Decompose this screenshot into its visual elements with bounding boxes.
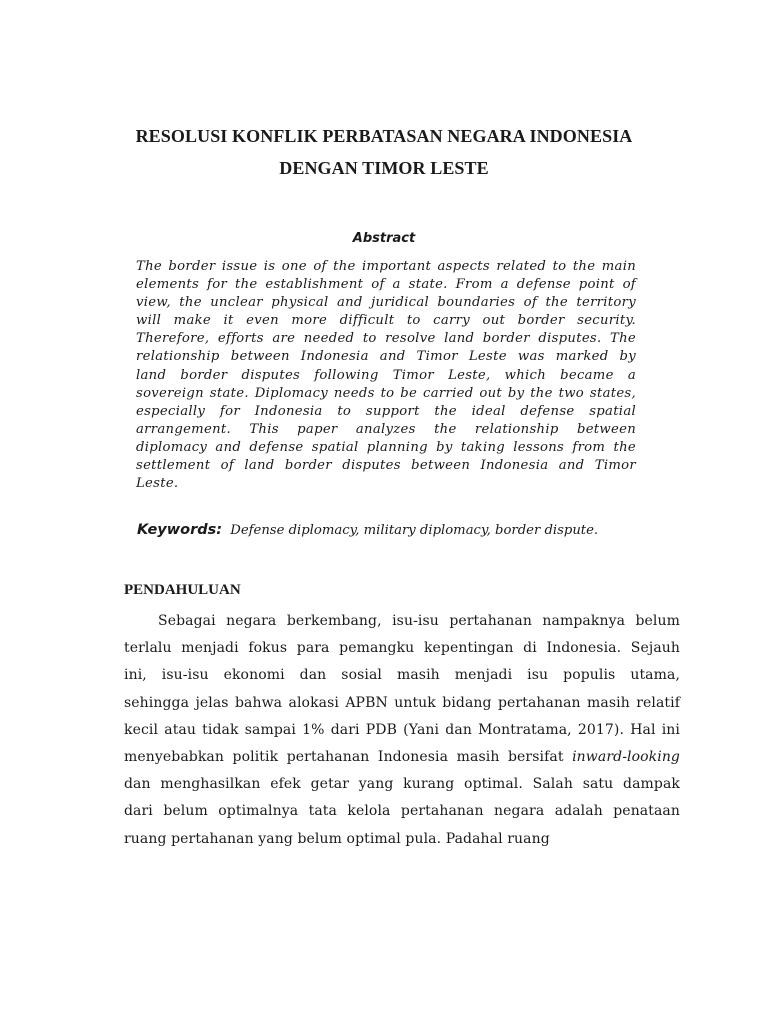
- emphasis-text: inward-looking: [572, 749, 680, 766]
- abstract-line: relationship between Indonesia and Timor Leste was marked by: [136, 349, 636, 365]
- title-line-1: RESOLUSI KONFLIK PERBATASAN NEGARA INDONESIA: [135, 126, 633, 146]
- paragraph-line: terlalu menjadi fokus para pemangku kepentingan di Indonesia. Sejauh: [124, 640, 680, 657]
- abstract-line: especially for Indonesia to support the ideal defense spatial: [136, 403, 636, 419]
- paragraph-line: kecil atau tidak sampai 1% dari PDB (Yani dan Montratama, 2017). Hal ini: [124, 721, 680, 738]
- paragraph-line: ini, isu-isu ekonomi dan sosial masih menjadi isu populis utama,: [124, 667, 680, 684]
- paragraph-line: dari belum optimalnya tata kelola pertahanan negara adalah penataan: [124, 803, 680, 820]
- abstract-line: elements for the establishment of a state. From a defense point of: [136, 277, 636, 293]
- section-paragraph: [124, 608, 680, 853]
- paragraph-line: [124, 744, 680, 771]
- paragraph-line: sehingga jelas bahwa alokasi APBN untuk bidang pertahanan masih relatif: [124, 694, 680, 711]
- keywords: [137, 520, 598, 541]
- abstract-line: view, the unclear physical and juridical boundaries of the territory: [136, 295, 636, 311]
- keywords-label: Keywords:: [137, 522, 223, 538]
- abstract-line: sovereign state. Diplomacy needs to be carried out by the two states,: [136, 385, 636, 401]
- abstract-line: Leste.: [136, 476, 179, 492]
- abstract-line: The border issue is one of the important aspects related to the main: [136, 259, 636, 274]
- paragraph-line: ruang pertahanan yang belum optimal pula. Padahal ruang: [124, 830, 550, 847]
- paragraph-line: Sebagai negara berkembang, isu-isu pertahanan nampaknya belum: [158, 613, 680, 629]
- title-line-2: DENGAN TIMOR LESTE: [279, 158, 489, 178]
- abstract-line: diplomacy and defense spatial planning by taking lessons from the: [136, 439, 636, 455]
- paragraph-text: menyebabkan politik pertahanan Indonesia masih bersifat: [124, 749, 573, 766]
- abstract-line: Therefore, efforts are needed to resolve land border disputes. The: [136, 331, 636, 347]
- abstract-heading: Abstract: [352, 231, 416, 246]
- abstract-line: arrangement. This paper analyzes the relationship between: [136, 421, 636, 437]
- abstract-line: land border disputes following Timor Leste, which became a: [136, 367, 636, 383]
- abstract-body: [136, 258, 636, 493]
- keywords-text: Defense diplomacy, military diplomacy, border dispute.: [230, 523, 599, 538]
- paragraph-line: dan menghasilkan efek getar yang kurang optimal. Salah satu dampak: [124, 776, 680, 793]
- abstract-line: will make it even more difficult to carry out border security.: [136, 313, 636, 329]
- paper-title: [100, 120, 668, 184]
- abstract-line: settlement of land border disputes between Indonesia and Timor: [136, 458, 636, 474]
- section-heading: PENDAHULUAN: [124, 582, 241, 598]
